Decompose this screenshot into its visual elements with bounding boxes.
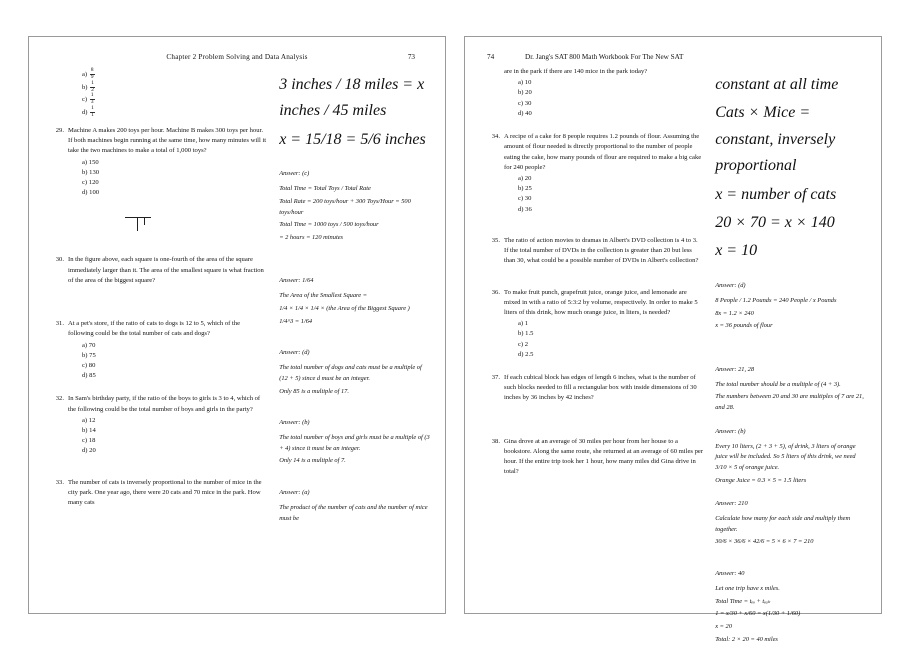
work-line: 1/4 × 1/4 × 1/4 × (the Area of the Biggest Square ): [279, 305, 410, 313]
list-item: b) 25: [518, 185, 532, 193]
left-page: [28, 36, 446, 614]
work-line: The total number should be a multiple of (4 + 3).: [715, 380, 841, 388]
spacer: [279, 250, 431, 276]
answer-label: Answer: (b): [279, 419, 310, 427]
right-page-columns: [479, 67, 867, 652]
work-line: Every 10 liters, (2 + 3 + 5), of drink, 3 liters of orange juice will be included. So 5 liters of this drink, we need 3/10 × 5 of orange juice.: [715, 442, 856, 471]
fraction: $\frac{1}{1}$: [91, 105, 94, 119]
spacer: [49, 293, 267, 319]
carryover-choices-block: [49, 67, 267, 119]
nested-squares-figure: [49, 205, 267, 239]
question-text: Machine A makes 200 toys per hour. Machine B makes 300 toys per hour. If both machines begin running at the same time, how many minutes will it take the two machines to make a total of 1,000 toys?: [68, 126, 267, 155]
question-36: [485, 288, 703, 361]
right-question-column: [479, 67, 703, 652]
choice-list: [68, 68, 267, 119]
question-33-continued: [485, 67, 703, 119]
work-line: 8x = 1.2 × 240: [715, 309, 754, 317]
answer-work: [715, 584, 867, 645]
answer-32: [279, 418, 431, 467]
answer-31: [279, 348, 431, 397]
list-item: d) 100: [82, 189, 100, 197]
spacer: [279, 334, 431, 348]
work-line: The Area of the Smallest Square =: [279, 292, 368, 300]
work-line: x = 20: [715, 622, 732, 630]
work-line: Let one trip have x miles.: [715, 585, 780, 593]
question-text: In Sam's birthday party, if the ratio of the boys to girls is 3 to 4, which of the following could be the total number of boys and girls in the party?: [68, 395, 261, 413]
choice-list: [504, 78, 703, 119]
list-item: b) 130: [82, 168, 100, 176]
list-item: d) 20: [82, 447, 96, 455]
list-item: d) 2.5: [518, 350, 534, 358]
left-page-columns: [43, 67, 431, 531]
fraction: $\frac{1}{2}$: [91, 79, 94, 93]
list-item: a) 1: [518, 320, 529, 328]
question-35: [485, 236, 703, 267]
figure-line-horizontal: [125, 217, 151, 218]
spacer: [279, 155, 431, 169]
work-line: Total Time = 1000 toys / 500 toys/hour: [279, 221, 379, 229]
question-32: [49, 394, 267, 456]
question-number: 33.: [55, 478, 64, 486]
choice-list: [504, 174, 703, 215]
answer-38: [715, 569, 867, 645]
work-line: 3 inches / 18 miles = x inches / 45 miles: [279, 76, 425, 120]
work-line: x = 10: [715, 242, 758, 260]
question-text: The ratio of action movies to dramas in Albert's DVD collection is 4 to 3. If the total number of DVDs in the collection is greater than 20 but less than 30, what could be a possible number of DVDs in Albert's collection?: [504, 236, 699, 265]
list-item: a) 20: [518, 174, 532, 182]
question-number: 31.: [55, 320, 64, 328]
question-number: 29.: [55, 126, 64, 134]
work-line: 30/6 × 36/6 × 42/6 = 5 × 6 × 7 = 210: [715, 538, 814, 546]
question-text: In the figure above, each square is one-fourth of the area of the square immediately larger than it. The area of the smallest square is what fraction of the area of the biggest square?: [68, 256, 264, 284]
spacer: [49, 464, 267, 478]
work-line: = 2 hours = 120 minutes: [279, 233, 344, 241]
work-line: Cats × Mice = constant, inversely proportional: [715, 104, 836, 175]
spacer: [715, 339, 867, 365]
work-line: Total: 2 × 20 = 40 miles: [715, 635, 778, 643]
right-answer-column: [711, 67, 867, 652]
list-item: d) $\frac{1}{1}$: [82, 105, 94, 119]
question-30: [49, 255, 267, 286]
answer-work: [715, 296, 867, 332]
list-item: b) 20: [518, 89, 532, 97]
question-text: The number of cats is inversely proportional to the number of mice in the city park. One year ago, there were 20 cats and 70 mice in the park. How many cats: [68, 478, 262, 507]
spacer: [485, 411, 703, 437]
work-line: The product of the number of cats and the number of mice must be: [279, 504, 428, 522]
answer-label: Answer: 1/64: [279, 277, 314, 285]
list-item: c) 30: [518, 195, 532, 203]
list-item: c) $\frac{1}{3}$: [82, 92, 94, 106]
question-number: 36.: [491, 288, 500, 296]
list-item: b) 75: [82, 351, 96, 359]
chapter-header: Chapter 2 Problem Solving and Data Analysis: [166, 53, 308, 61]
list-item: d) 85: [82, 372, 96, 380]
work-line: Calculate how many for each side and multiply them together.: [715, 515, 851, 533]
work-line: 1 = x/30 + x/60 = x(1/30 + 1/60): [715, 610, 801, 618]
answer-label: Answer: (b): [715, 427, 746, 435]
list-item: c) 80: [82, 361, 96, 369]
list-item: b) 14: [82, 427, 96, 435]
answer-work: [715, 442, 867, 486]
question-text: If each cubical block has edges of length 6 inches, what is the number of such blocks needed to fill a rectangular box with inside dimensions of 30 inches by 36 inches by 42 inches?: [504, 374, 697, 402]
list-item: a) 12: [82, 416, 96, 424]
figure-line-vertical-inner: [144, 217, 145, 225]
choice-list: [68, 416, 267, 457]
question-number: 37.: [491, 374, 500, 382]
answer-37: [715, 499, 867, 548]
answer-work: [279, 433, 431, 467]
work-line: The total number of boys and girls must be a multiple of (3 + 4) since it must be an integer.: [279, 434, 430, 452]
list-item: d) 36: [518, 205, 532, 213]
work-line: Orange Juice = 0.3 × 5 = 1.5 liters: [715, 476, 807, 484]
list-item: a) 70: [82, 341, 96, 349]
answer-work: [715, 514, 867, 548]
answer-label: Answer: (c): [279, 170, 310, 178]
right-page: [464, 36, 882, 643]
right-page-number: 74: [487, 53, 495, 61]
question-37: [485, 373, 703, 404]
left-page-header: [43, 53, 431, 67]
spacer: [279, 404, 431, 418]
list-item: b) 1.5: [518, 330, 534, 338]
answer-label: Answer: (d): [715, 281, 746, 289]
choice-list: [504, 319, 703, 360]
question-text: At a pet's store, if the ratio of cats to dogs is 12 to 5, which of the following could be the total number of cats and dogs?: [68, 320, 241, 338]
carryover-answer-work: [279, 72, 431, 153]
question-34: [485, 132, 703, 215]
list-item: d) 40: [518, 109, 532, 117]
question-number: 32.: [55, 395, 64, 403]
question-text: To make fruit punch, grapefruit juice, orange juice, and lemonade are mixed in with a ratio of 5:3:2 by volume, respectively. In order to make 5 liters of this drink, how much orange juice, in liters, is needed?: [504, 288, 698, 316]
list-item: c) 2: [518, 340, 529, 348]
question-text: A recipe of a cake for 8 people requires 1.2 pounds of flour. Assuming the amount of flour needed is directly proportional to the number of people eating the cake, how many pounds of flour are required to make a big cake for 240 people?: [504, 133, 702, 171]
spacer: [715, 267, 867, 281]
list-item: a) $\frac{8}{9}$: [82, 67, 94, 80]
answer-35: [715, 365, 867, 414]
question-text: Gina drove at an average of 30 miles per hour from her house to a bookstore. Along the same route, she returned at an average of 60 miles per hour. If the entire trip took her 1 hour, how many miles did Gina drive in total?: [504, 437, 704, 476]
fraction: $\frac{8}{9}$: [90, 67, 94, 80]
list-item: c) 30: [518, 99, 532, 107]
work-line: The total number of dogs and cats must be a multiple of (12 + 5) since d must be an integer.: [279, 364, 422, 382]
answer-work: [715, 380, 867, 414]
list-item: b) $\frac{1}{2}$: [82, 79, 94, 93]
work-line: Only 14 is a multiple of 7.: [279, 457, 346, 465]
work-line: constant at all time: [715, 76, 839, 93]
carryover-answer-work: [715, 72, 867, 265]
spacer: [485, 222, 703, 236]
list-item: c) 18: [82, 437, 96, 445]
answer-label: Answer: (d): [279, 349, 310, 357]
figure-line-vertical-outer: [137, 217, 138, 231]
spacer: [49, 241, 267, 255]
answer-work: [279, 184, 431, 243]
spacer: [485, 274, 703, 288]
work-line: The numbers between 20 and 30 are multiples of 7 are 21, and 28.: [715, 393, 864, 412]
question-number: 30.: [55, 256, 64, 264]
question-number: 38.: [491, 437, 500, 445]
answer-work: [279, 291, 431, 327]
work-line: x = 36 pounds of flour: [715, 322, 773, 330]
question-29: [49, 126, 267, 199]
work-line: Total Time = tₑₒ + tₑₐₖ: [715, 597, 771, 605]
left-question-column: [43, 67, 267, 531]
spacer: [715, 555, 867, 569]
work-line: Only 85 is a multiple of 17.: [279, 387, 349, 395]
choice-list: [68, 341, 267, 382]
answer-label: Answer: 210: [715, 500, 748, 508]
work-line: 1/4^3 = 1/64: [279, 317, 313, 325]
list-item: c) 120: [82, 178, 99, 186]
question-33: [49, 478, 267, 509]
answer-34: [715, 281, 867, 332]
work-line: Total Time = Total Toys / Total Rate: [279, 185, 371, 193]
book-title-header: Dr. Jang's SAT 800 Math Workbook For The New SAT: [525, 53, 684, 61]
answer-29: [279, 169, 431, 243]
list-item: a) 10: [518, 79, 532, 87]
answer-30: [279, 276, 431, 327]
question-number: 34.: [491, 133, 500, 141]
answer-label: Answer: (a): [279, 489, 310, 497]
work-line: x = 15/18 = 5/6 inches: [279, 130, 426, 148]
question-text: are in the park if there are 140 mice in the park today?: [504, 68, 648, 75]
spacer: [279, 474, 431, 488]
work-line: x = number of cats: [715, 185, 837, 203]
work-line: 20 × 70 = x × 140: [715, 213, 835, 231]
work-line: Total Rate = 200 toys/hour + 300 Toys/Hour = 500 toys/hour: [279, 197, 411, 216]
answer-work: [279, 363, 431, 397]
answer-33: [279, 488, 431, 524]
question-number: 35.: [491, 236, 500, 244]
left-answer-column: [275, 67, 431, 531]
choice-list: [68, 158, 267, 199]
answer-work: [279, 503, 431, 524]
fraction: $\frac{1}{3}$: [90, 92, 94, 106]
right-page-header: [479, 53, 867, 67]
answer-label: Answer: 40: [715, 570, 745, 578]
question-31: [49, 319, 267, 381]
answer-36: [715, 427, 867, 487]
question-38: [485, 437, 703, 478]
list-item: a) 150: [82, 158, 99, 166]
left-page-number: 73: [407, 53, 415, 61]
work-line: 8 People / 1.2 Pounds = 240 People / x Pounds: [715, 296, 837, 304]
answer-label: Answer: 21, 28: [715, 365, 755, 373]
